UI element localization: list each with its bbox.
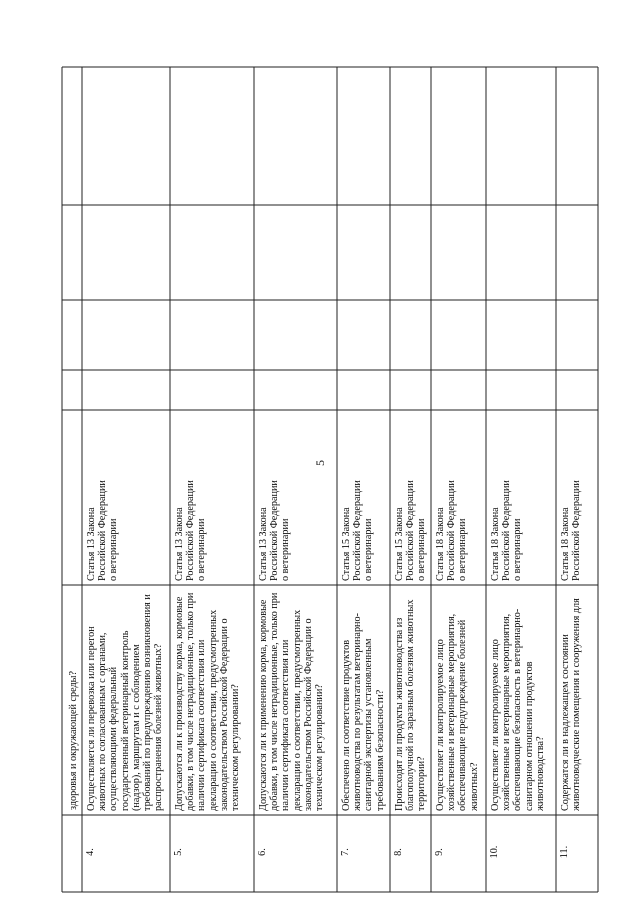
row-law-reference: Статья 15 Закона Российской Федерации о ветеринарии	[341, 480, 375, 581]
row-question: Обеспечено ли соответствие продуктов животноводства по результатам ветеринарно- санитарной экспертизы установленным требованиям безопасности?	[341, 613, 386, 811]
row-law-reference: Статья 18 Закона Российской Федерации о ветеринарии	[490, 480, 524, 581]
row-law-reference: Статья 18 Закона Российской Федерации о ветеринарии	[435, 480, 469, 581]
row-law-reference: Статья 15 Закона Российской Федерации о ветеринарии	[394, 480, 428, 581]
row-law-reference: Статья 13 Закона Российской Федерации о ветеринарии	[258, 480, 292, 581]
row-number: 10.	[489, 845, 500, 859]
row-question: Содержатся ли в надлежащем состоянии животноводческие помещения и сооружения для	[560, 598, 583, 811]
row-law-reference: Статья 18 Закона Российской Федерации	[560, 480, 583, 581]
page-number: 5	[313, 460, 327, 466]
row-question: Допускаются ли к производству корма, кормовые добавки, в том числе нетрадиционные, только при наличии сертификата соответствия или декларации о соответствии, предусмотренных законодательством Российской Федерации о техническом регулировании?	[174, 592, 242, 811]
row-question: Осуществляется ли перевозка или перегон животных по согласованным с органами, осуществляющими федеральный государственный ветеринарный контроль (надзор), маршрутам и с соблюдением требований по предупреждению возникновения и распространения болезней животных?	[86, 594, 165, 811]
row-question: Допускаются ли к применению корма, кормовые добавки, в том числе нетрадиционные, только при наличии сертификата соответствия или декларации о соответствии, предусмотренных законодательством Российской Федерации о техническом регулировании?	[258, 592, 326, 811]
row-number: 4.	[85, 848, 96, 856]
row-number: 8.	[393, 848, 404, 856]
row-question: Осуществляет ли контролируемое лицо хозяйственные и ветеринарные мероприятия, обеспечивающие предупреждение болезней животных?	[435, 613, 480, 811]
row-number: 6.	[257, 848, 268, 856]
prev-row-tail: здоровья и окружающей среды?	[68, 670, 79, 810]
row-question: Происходят ли продукты животноводства из благополучной по заразным болезням животных территории?	[394, 599, 428, 811]
row-law-reference: Статья 13 Закона Российской Федерации о ветеринарии	[174, 480, 208, 581]
row-law-reference: Статья 13 Закона Российской Федерации о ветеринарии	[86, 480, 120, 581]
row-number: 9.	[434, 848, 445, 856]
row-number: 11.	[559, 845, 570, 859]
row-number: 7.	[340, 848, 351, 856]
row-question: Осуществляет ли контролируемое лицо хозяйственные и ветеринарные мероприятия, обеспечивающие безопасность в ветеринарно- санитарном отношении продуктов животноводства?	[490, 608, 546, 811]
row-number: 5.	[173, 848, 184, 856]
